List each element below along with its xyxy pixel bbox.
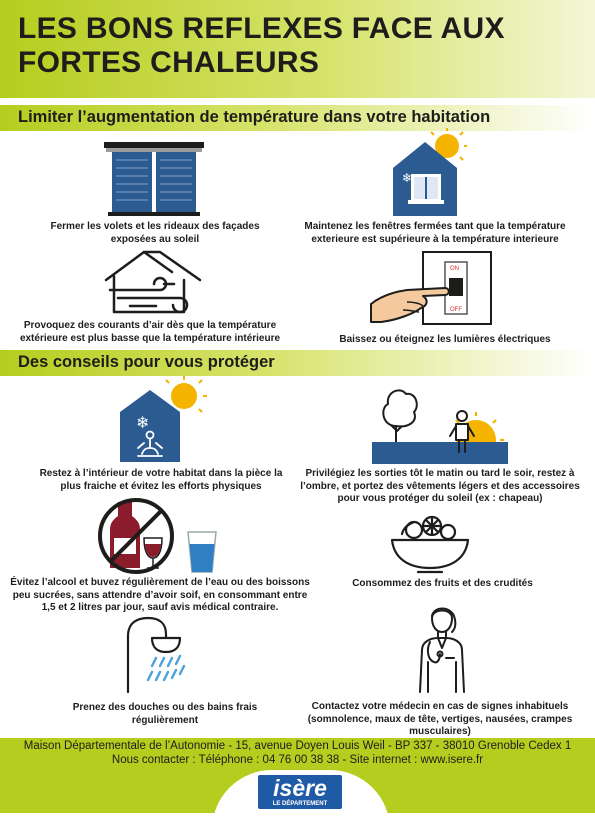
caption-stay-inside: Restez à l’intérieur de votre habitat dans la pièce la plus fraiche et évitez les efforts physiques xyxy=(39,468,283,492)
caption-air-draft: Provoquez des courants d’air dès que la température extérieure est plus basse que la température intérieure xyxy=(19,320,281,344)
light-switch-icon xyxy=(367,250,495,328)
outdoor-sun-person-icon xyxy=(372,378,508,464)
fruit-bowl-icon xyxy=(388,512,472,574)
doctor-icon xyxy=(410,602,476,694)
svg-text:❄: ❄ xyxy=(402,171,413,185)
caption-alcohol-water: Évitez l’alcool et buvez régulièrement de l’eau ou des boissons peu sucrées, sans attendre d’avoir soif, en consommant entre 1,5 et 2 litres par jour, sauf avis médical contraire. xyxy=(10,577,310,613)
footer-address: Maison Départementale de l’Autonomie - 15, avenue Doyen Louis Weil - BP 337 - 38010 Grenoble Cedex 1 xyxy=(23,740,572,752)
caption-shutters: Fermer les volets et les rideaux des façades exposées au soleil xyxy=(50,221,260,245)
caption-light-switch: Baissez ou éteignez les lumières électriques xyxy=(339,334,551,345)
caption-shower: Prenez des douches ou des bains frais régulièrement xyxy=(72,702,258,726)
logo-brand: isère xyxy=(273,775,327,801)
section-heading-habitation xyxy=(0,105,595,131)
caption-outdoor: Privilégiez les sorties tôt le matin ou tard le soir, restez à l’ombre, et portez des vêtements légers et des accessoires pour vous protéger du soleil (ex : chapeau) xyxy=(300,468,580,504)
air-draft-house-icon xyxy=(100,246,212,322)
switch-off-label: OFF xyxy=(450,307,462,313)
closed-window-house-icon xyxy=(385,128,475,218)
caption-fruits: Consommez des fruits et des crudités xyxy=(352,578,533,589)
stay-inside-house-icon xyxy=(112,376,212,464)
shutters-window-icon xyxy=(98,138,210,220)
page-title: LES BONS REFLEXES FACE AUX FORTES CHALEURS xyxy=(18,12,505,79)
section-heading-text: Des conseils pour vous protéger xyxy=(18,353,275,371)
section-heading-text: Limiter l’augmentation de température dans votre habitation xyxy=(18,108,491,126)
footer-contact: Nous contacter : Téléphone : 04 76 00 38 38 - Site internet : www.isere.fr xyxy=(111,754,484,766)
svg-text:❄: ❄ xyxy=(136,413,150,432)
switch-on-label: ON xyxy=(450,266,459,272)
no-alcohol-water-icon xyxy=(96,496,228,576)
section-heading-protection xyxy=(0,350,595,376)
logo-subtitle: LE DÉPARTEMENT xyxy=(272,801,328,807)
isere-logo[interactable] xyxy=(258,775,342,809)
caption-closed-window: Maintenez les fenêtres fermées tant que la température exterieure est supérieure à la température interieure xyxy=(304,221,566,245)
shower-icon xyxy=(118,614,204,694)
caption-doctor: Contactez votre médecin en cas de signes inhabituels (somnolence, maux de tête, vertiges, nausées, crampes musculaires) xyxy=(307,701,573,737)
